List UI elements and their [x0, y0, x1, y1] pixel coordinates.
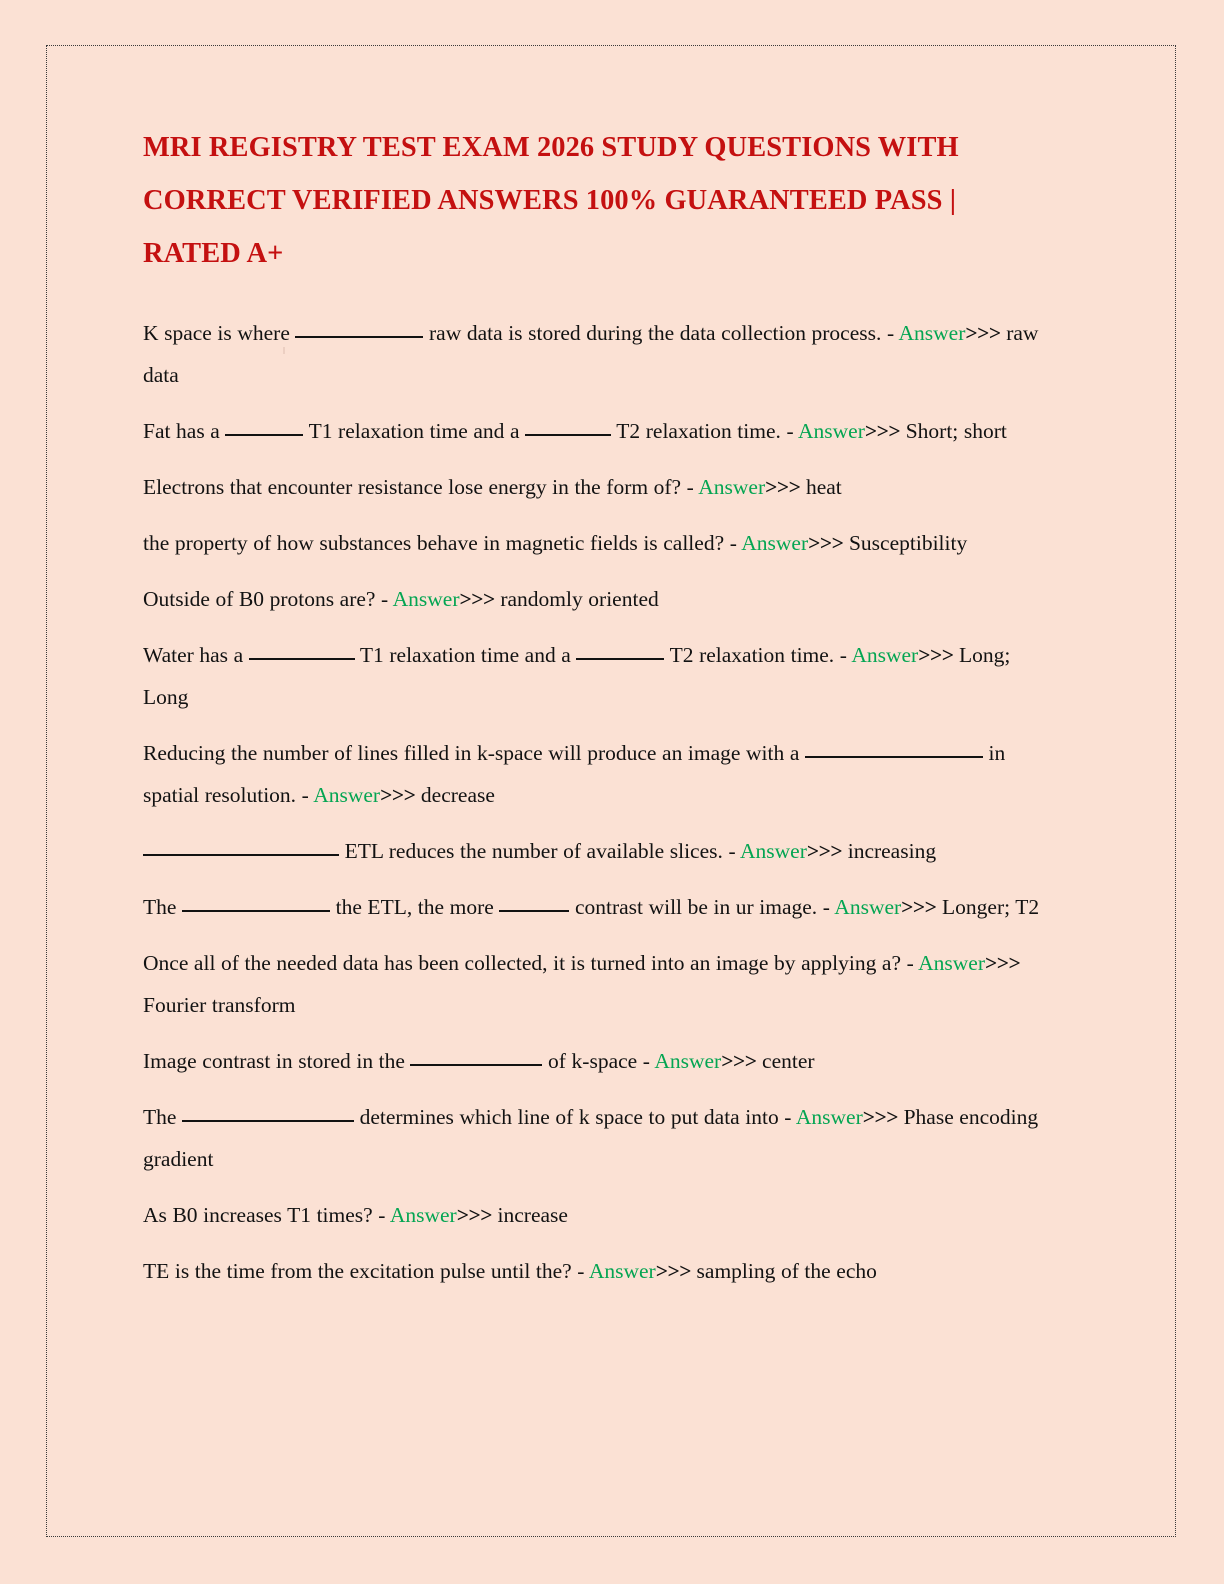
qa-item: [143, 886, 1055, 928]
answer-marker: >>>: [459, 587, 495, 611]
answer-label: Answer: [795, 1105, 863, 1129]
answer-label: Answer: [588, 1259, 656, 1283]
answer-label: Answer: [740, 839, 807, 863]
qa-item: [143, 732, 1055, 816]
qa-list: [143, 312, 1055, 1292]
fill-in-blank: [525, 420, 611, 436]
qa-text: TE is the time from the excitation pulse until the? -: [143, 1259, 589, 1283]
qa-item: [143, 410, 1055, 452]
qa-item: [143, 466, 1055, 508]
answer-marker: >>>: [655, 1259, 691, 1283]
fill-in-blank: [182, 1106, 354, 1122]
qa-text: Once all of the needed data has been collected, it is turned into an image by applying a? -: [143, 951, 919, 975]
qa-text: T1 relaxation time and a: [354, 643, 577, 667]
answer-marker: >>>: [864, 419, 901, 443]
qa-text: As B0 increases T1 times? -: [143, 1203, 390, 1227]
answer-marker: >>>: [985, 951, 1021, 975]
document-page: [46, 45, 1176, 1537]
fill-in-blank: [295, 322, 423, 338]
qa-text: Electrons that encounter resistance lose energy in the form of? -: [143, 475, 699, 499]
answer-label: Answer: [918, 951, 986, 975]
qa-text: Phase encoding gradient: [143, 1105, 1039, 1171]
qa-item: [143, 578, 1055, 620]
answer-marker: >>>: [808, 531, 844, 555]
answer-label: Answer: [798, 419, 865, 443]
qa-text: sampling of the echo: [690, 1259, 877, 1283]
qa-item: [143, 634, 1055, 718]
qa-text: Longer; T2: [936, 895, 1040, 919]
answer-label: Answer: [392, 587, 460, 611]
answer-marker: >>>: [765, 475, 801, 499]
answer-marker: >>>: [721, 1049, 757, 1073]
qa-text: in spatial resolution. -: [143, 741, 1006, 807]
answer-label: Answer: [851, 643, 919, 667]
qa-item: [143, 830, 1055, 872]
qa-text: the property of how substances behave in magnetic fields is called? -: [143, 531, 742, 555]
fill-in-blank: [143, 840, 339, 856]
fill-in-blank: [576, 644, 664, 660]
fill-in-blank: [182, 896, 330, 912]
answer-label: Answer: [313, 783, 381, 807]
qa-text: Image contrast in stored in the: [143, 1049, 411, 1073]
fill-in-blank: [805, 742, 983, 758]
answer-marker: >>>: [456, 1203, 492, 1227]
qa-text: decrease: [415, 783, 495, 807]
qa-item: [143, 1096, 1055, 1180]
qa-item: [143, 1250, 1055, 1292]
qa-text: Water has a: [143, 643, 249, 667]
qa-text: Susceptibility: [843, 531, 968, 555]
qa-text: Fat has a: [143, 419, 226, 443]
qa-item: [143, 312, 1055, 396]
fill-in-blank: [249, 644, 355, 660]
qa-text: contrast will be in ur image. -: [569, 895, 835, 919]
title-spacer: [143, 280, 1055, 312]
qa-text: Short; short: [900, 419, 1007, 443]
fill-in-blank: [225, 420, 303, 436]
answer-label: Answer: [698, 475, 766, 499]
answer-marker: >>>: [380, 783, 416, 807]
qa-text: ETL reduces the number of available slices. -: [339, 839, 740, 863]
qa-item: [143, 1040, 1055, 1082]
qa-text: randomly oriented: [494, 587, 659, 611]
answer-label: Answer: [654, 1049, 722, 1073]
qa-text: determines which line of k space to put data into -: [354, 1105, 796, 1129]
answer-marker: >>>: [901, 895, 937, 919]
qa-text: T2 relaxation time. -: [664, 643, 852, 667]
qa-text: increasing: [842, 839, 937, 863]
qa-item: [143, 1194, 1055, 1236]
answer-marker: >>>: [862, 1105, 898, 1129]
qa-item: [143, 942, 1055, 1026]
qa-text: heat: [800, 475, 842, 499]
answer-label: Answer: [834, 895, 902, 919]
answer-label: Answer: [389, 1203, 457, 1227]
qa-text: center: [756, 1049, 815, 1073]
qa-text: Fourier transform: [143, 993, 296, 1017]
fill-in-blank: [499, 896, 569, 912]
answer-marker: >>>: [918, 643, 954, 667]
qa-text: K space is where: [143, 321, 296, 345]
qa-item: [143, 522, 1055, 564]
document-content: [143, 121, 1055, 1292]
qa-text: Reducing the number of lines filled in k-space will produce an image with a: [143, 741, 805, 765]
qa-text: raw data: [143, 321, 1039, 387]
qa-text: The: [143, 1105, 183, 1129]
fill-in-blank: [410, 1050, 542, 1066]
qa-text: T2 relaxation time. -: [611, 419, 798, 443]
qa-text: of k-space -: [542, 1049, 655, 1073]
qa-text: The: [143, 895, 183, 919]
qa-text: Long; Long: [143, 643, 1011, 709]
answer-label: Answer: [898, 321, 966, 345]
qa-text: T1 relaxation time and a: [303, 419, 526, 443]
qa-text: the ETL, the more: [330, 895, 500, 919]
answer-marker: >>>: [806, 839, 843, 863]
qa-text: raw data is stored during the data collection process. -: [423, 321, 899, 345]
qa-text: increase: [491, 1203, 568, 1227]
qa-text: Outside of B0 protons are? -: [143, 587, 393, 611]
answer-marker: >>>: [965, 321, 1001, 345]
answer-label: Answer: [741, 531, 809, 555]
page-title: MRI REGISTRY TEST EXAM 2026 STUDY QUESTIONS WITH CORRECT VERIFIED ANSWERS 100% GUARANTEED PASS | RATED A+: [143, 131, 959, 269]
